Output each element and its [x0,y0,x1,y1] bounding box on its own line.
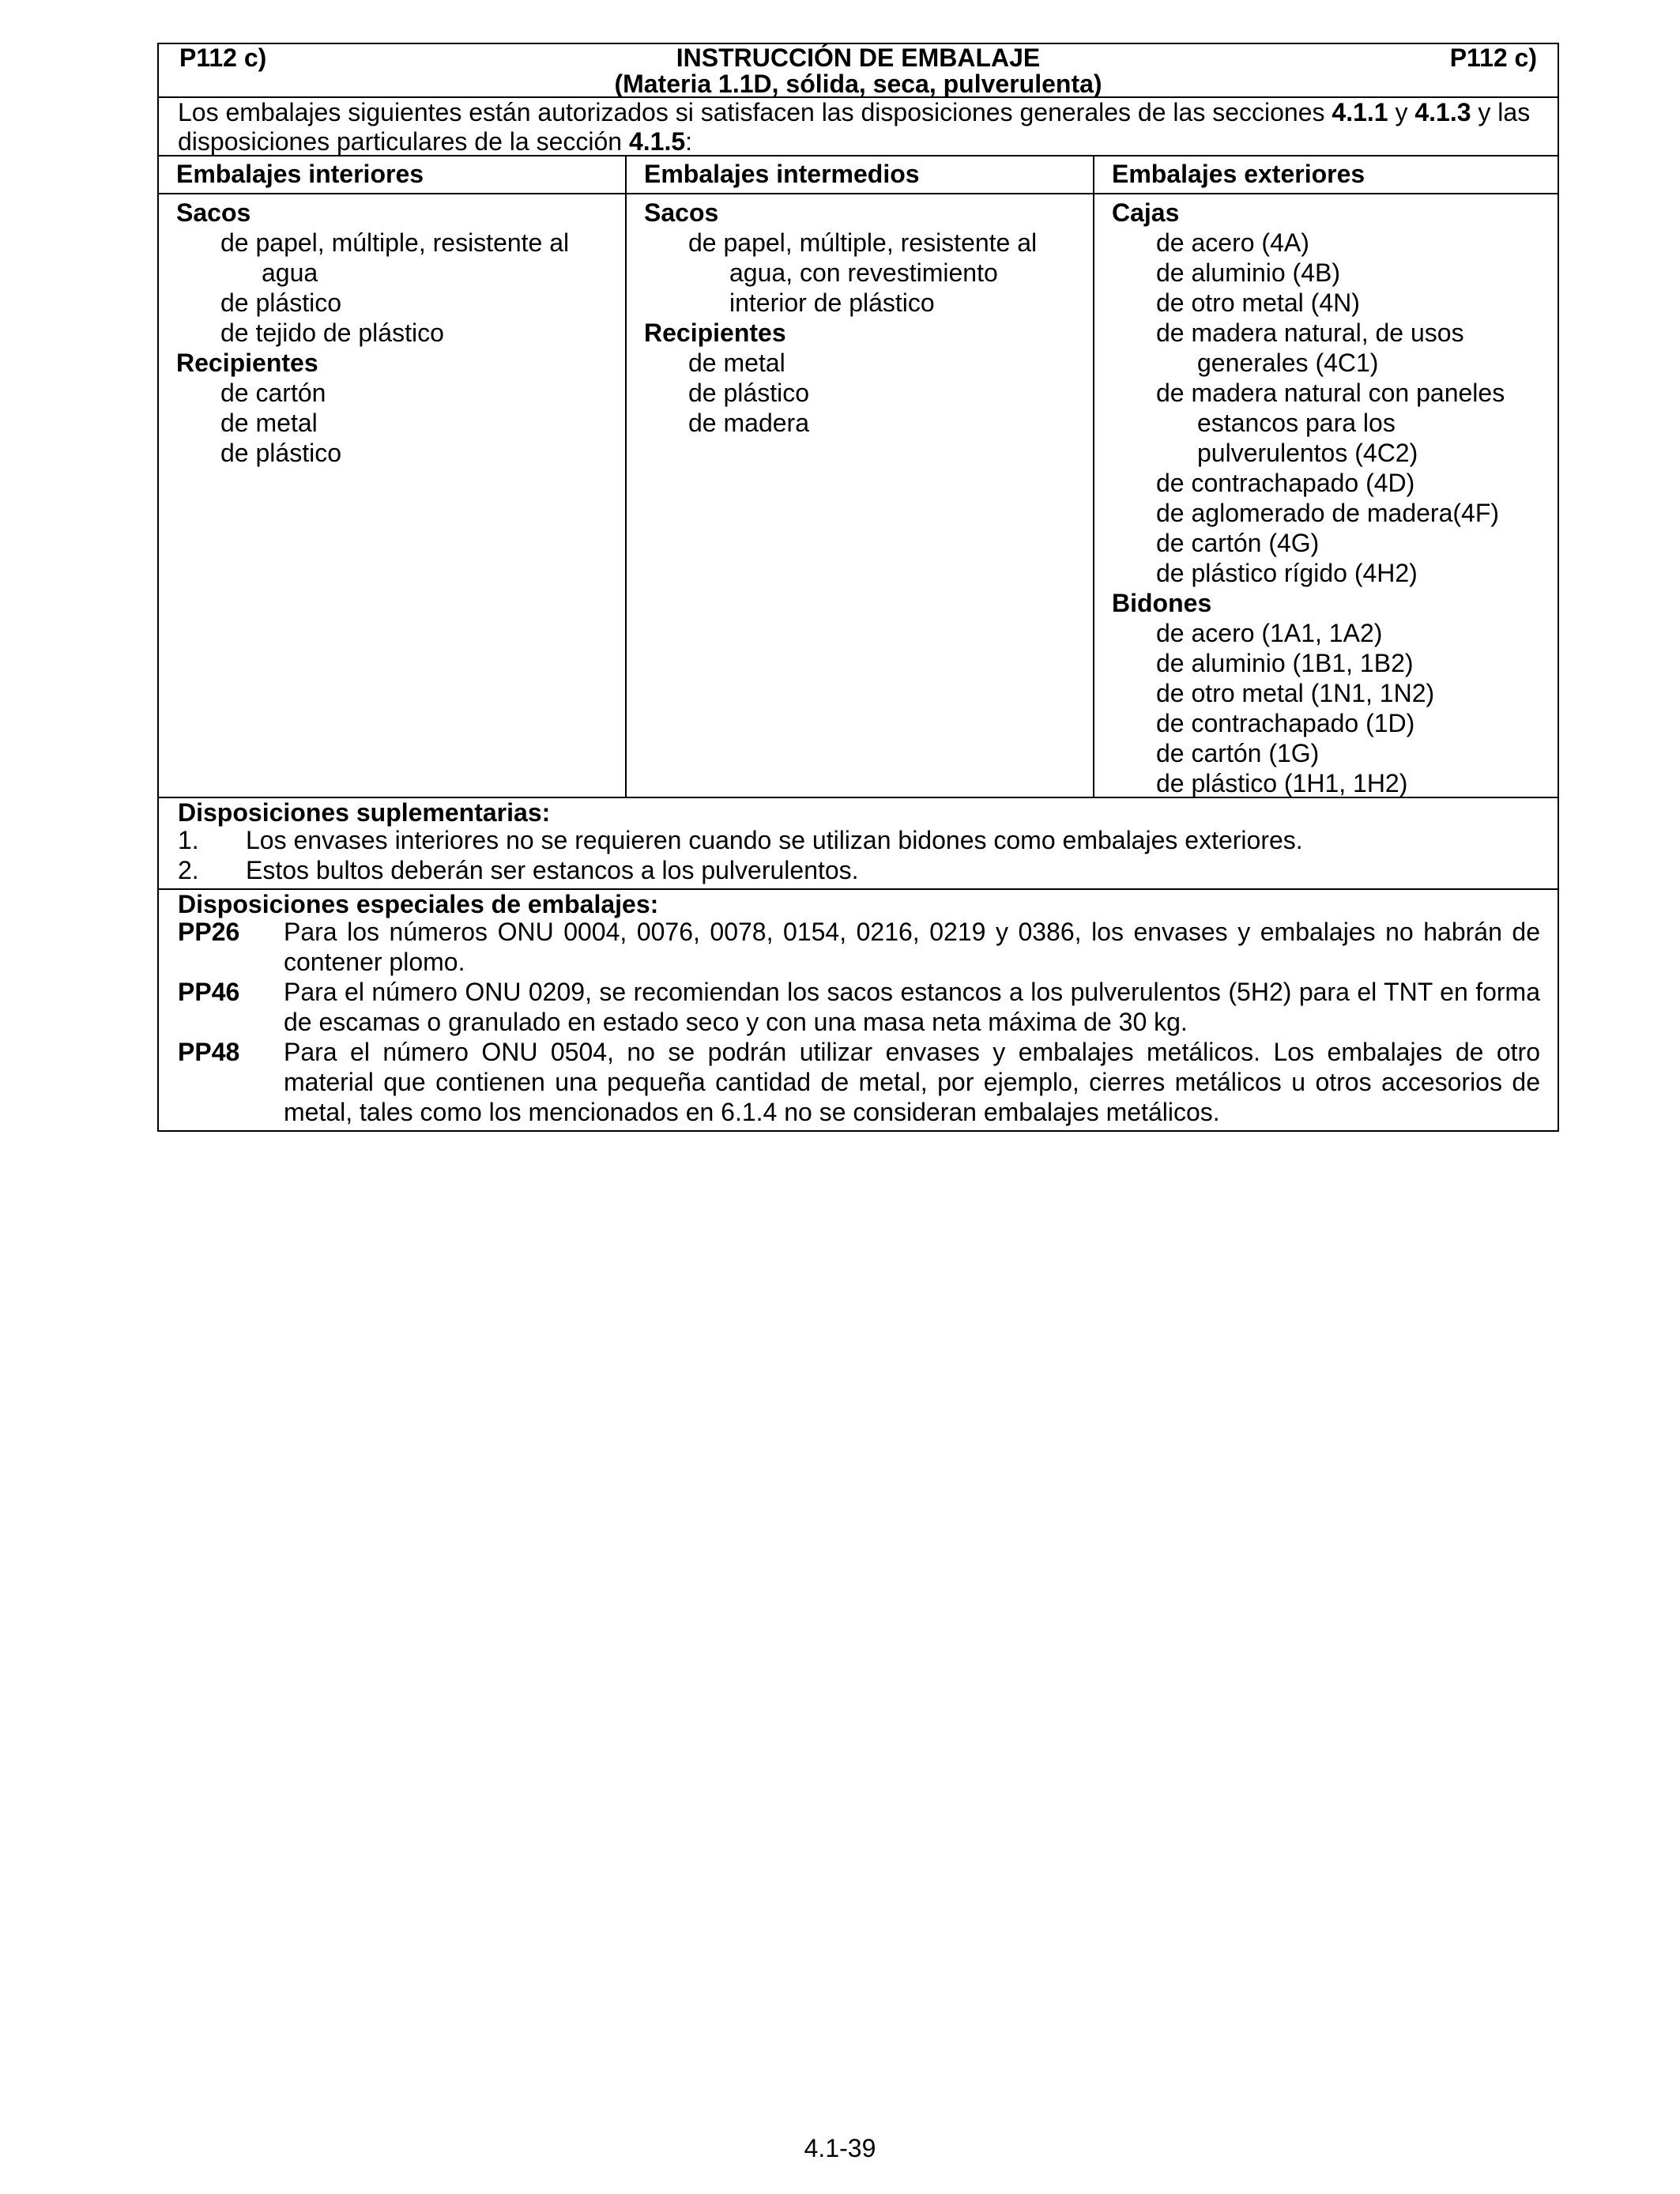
intro-text-1: Los embalajes siguientes están autorizados si satisfacen las disposiciones generales de las secciones [178,98,1332,126]
list-item: de aglomerado de madera(4F) [1156,499,1500,527]
list-item: de aluminio (1B1, 1B2) [1156,649,1414,677]
list-item: agua [262,258,318,287]
outer-column [1094,194,1558,797]
page-title: INSTRUCCIÓN DE EMBALAJE [676,43,1041,72]
provision-item [178,977,1540,1037]
intermediate-column [627,194,1094,797]
list-item: de cartón [220,379,326,407]
intro-text-2: y [1388,98,1415,126]
outer-header: Embalajes exteriores [1112,160,1365,188]
list-item: de acero (1A1, 1A2) [1156,619,1383,647]
section-heading: Disposiciones suplementarias: [178,798,551,827]
group-heading: Recipientes [176,349,318,377]
provision-item [178,1037,1540,1127]
column-body [159,194,1558,798]
list-item: de contrachapado (1D) [1156,709,1415,737]
list-item: agua, con revestimiento [729,258,998,287]
intro-paragraph [159,98,1558,156]
list-item: de madera [688,409,809,437]
provision-text: Para los números ONU 0004, 0076, 0078, 0154, 0216, 0219 y 0386, los envases y embalajes no habrán de contener plomo. [284,918,1540,976]
group-heading: Bidones [1112,589,1212,617]
list-item: de madera natural con paneles [1156,379,1505,407]
list-item: de plástico rígido (4H2) [1156,559,1418,587]
column-headers [159,156,1558,194]
group-heading: Cajas [1112,198,1180,227]
item-number: 2. [178,856,199,884]
provision-code: PP48 [178,1038,240,1066]
list-item: de plástico [220,439,341,467]
list-item: de plástico [688,379,809,407]
list-item: interior de plástico [729,288,935,317]
provision-item [178,917,1540,977]
numbered-item [178,855,1539,885]
code-left: P112 c) [179,43,267,72]
provision-text: Para el número ONU 0209, se recomiendan los sacos estancos a los pulverulentos (5H2) para el TNT en forma de escamas o granulado en estado seco y con una masa neta máxima de 30 kg. [284,978,1540,1036]
list-item: de metal [688,349,785,377]
list-item: de papel, múltiple, resistente al [220,228,570,257]
item-text: Estos bultos deberán ser estancos a los pulverulentos. [246,856,859,884]
section-heading: Disposiciones especiales de embalajes: [178,890,659,918]
inner-column [159,194,627,797]
intro-text-3: y las disposiciones particulares de la sección [178,98,1531,156]
list-item: de plástico [220,288,341,317]
section-ref-1: 4.1.1 [1332,98,1388,126]
list-item: de otro metal (4N) [1156,288,1360,317]
list-item: de cartón (4G) [1156,529,1320,557]
list-item: estancos para los [1197,409,1396,437]
code-right: P112 c) [1449,43,1537,72]
section-ref-2: 4.1.3 [1414,98,1471,126]
table-header [159,44,1558,98]
group-heading: Sacos [644,198,719,227]
list-item: de tejido de plástico [220,319,444,347]
item-text: Los envases interiores no se requieren cuando se utilizan bidones como embalajes exteriores. [246,826,1303,854]
list-item: de otro metal (1N1, 1N2) [1156,679,1435,707]
subtitle: (Materia 1.1D, sólida, seca, pulverulenta) [614,70,1102,98]
list-item: pulverulentos (4C2) [1197,439,1418,467]
intermediate-header: Embalajes intermedios [627,156,1094,193]
section-ref-3: 4.1.5 [628,127,686,156]
provision-text: Para el número ONU 0504, no se podrán utilizar envases y embalajes metálicos. Los embalajes de otro material que contienen una pequeña cantidad de metal, por ejemplo, cierres metálicos u otros accesorios de metal, tales como los mencionados en 6.1.4 no se consideran embalajes metálicos. [284,1038,1540,1126]
special-packing-provisions [159,890,1558,1130]
list-item: de contrachapado (4D) [1156,469,1415,497]
page-number: 4.1-39 [804,2134,876,2162]
group-heading: Sacos [176,198,251,227]
list-item: de madera natural, de usos [1156,319,1464,347]
provision-code: PP46 [178,978,240,1006]
inner-header: Embalajes interiores [159,156,627,193]
list-item: de acero (4A) [1156,228,1309,257]
numbered-item [178,825,1539,855]
packing-instruction-table [157,43,1559,1132]
list-item: de aluminio (4B) [1156,258,1340,287]
intro-text-4: : [685,127,693,156]
list-item: de papel, múltiple, resistente al [688,228,1038,257]
supplementary-provisions [159,798,1558,890]
list-item: de plástico (1H1, 1H2) [1156,769,1408,797]
item-number: 1. [178,826,199,854]
provision-code: PP26 [178,918,240,946]
group-heading: Recipientes [644,319,786,347]
list-item: generales (4C1) [1197,349,1379,377]
list-item: de metal [220,409,318,437]
list-item: de cartón (1G) [1156,739,1320,767]
